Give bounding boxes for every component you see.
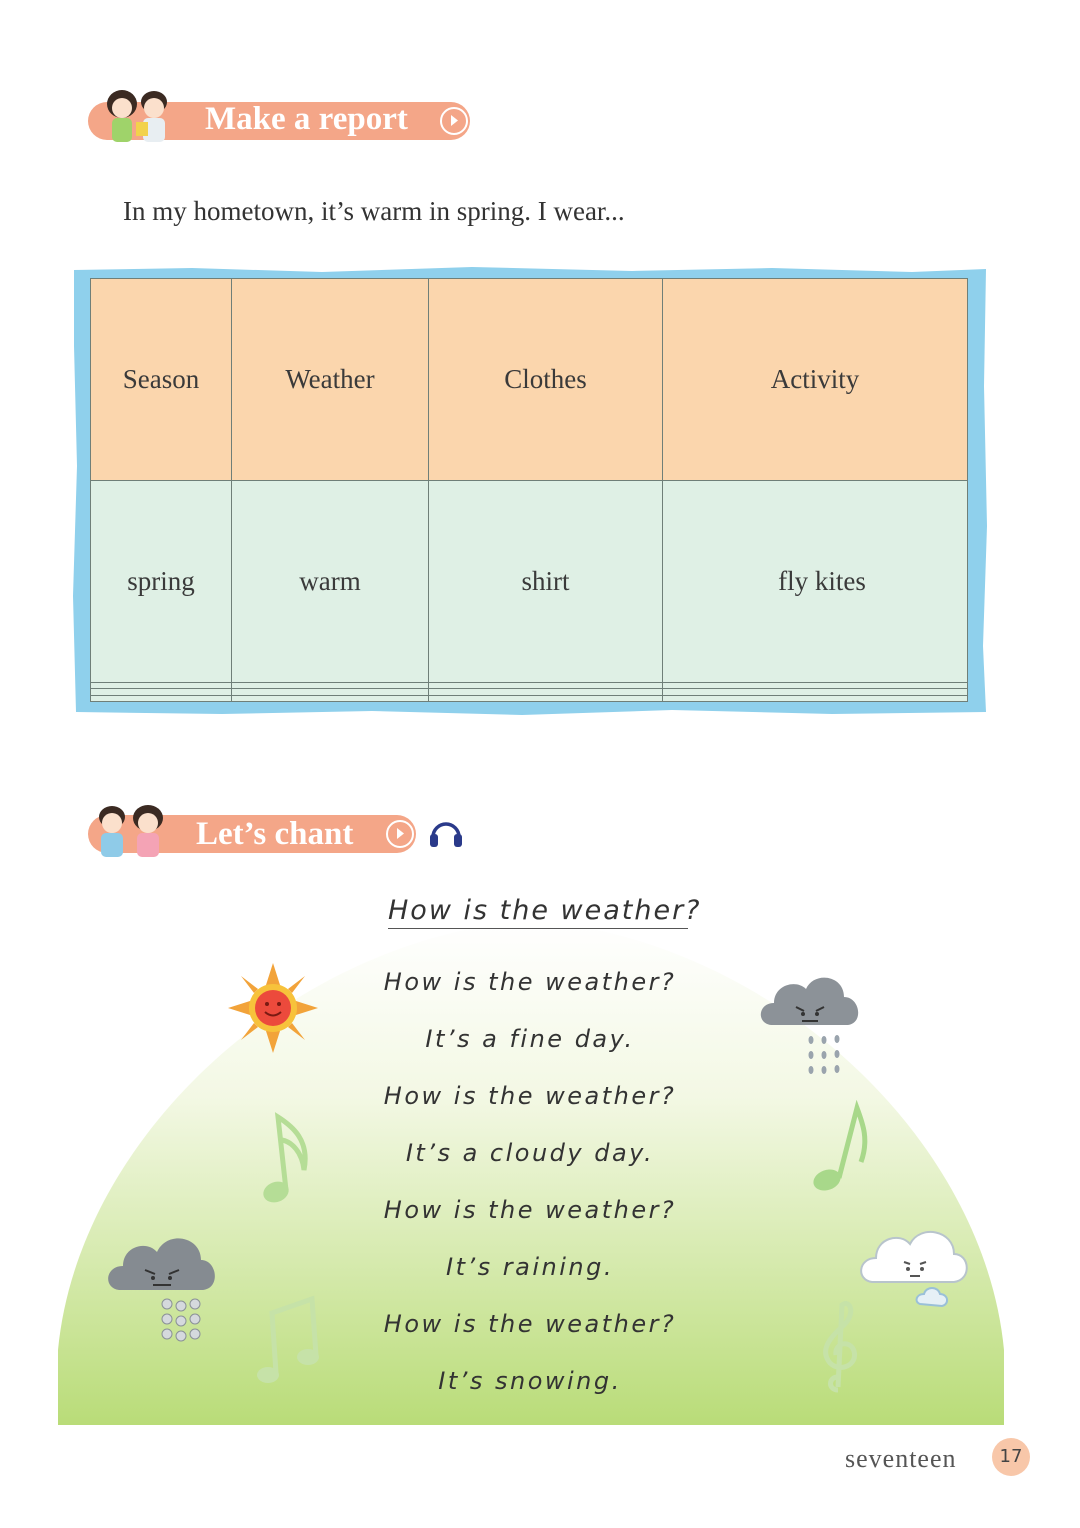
header-activity: Activity (663, 279, 968, 481)
chant-line: How is the weather? (383, 1196, 677, 1224)
chant-line: How is the weather? (383, 968, 677, 996)
treble-clef-icon (808, 1295, 868, 1395)
children-icon (86, 802, 176, 862)
section-title-chant: Let’s chant (196, 816, 354, 852)
table-cell[interactable] (91, 695, 232, 701)
music-note-icon (250, 1295, 330, 1390)
header-clothes: Clothes (429, 279, 663, 481)
children-icon (92, 88, 182, 148)
snow-cloud-icon (105, 1222, 220, 1347)
chant-title: How is the weather? (388, 895, 688, 929)
chant-line: It’s raining. (446, 1253, 614, 1281)
table-cell[interactable] (232, 695, 429, 701)
chant-line: It’s a cloudy day. (405, 1139, 655, 1167)
chant-line: It’s a fine day. (425, 1025, 635, 1053)
section-title-report: Make a report (205, 101, 408, 137)
table-row (91, 695, 968, 701)
table-cell: shirt (429, 481, 663, 683)
page-number-badge: 17 (992, 1438, 1030, 1476)
report-table (90, 278, 968, 702)
headphones-icon[interactable] (428, 815, 464, 851)
header-season: Season (91, 279, 232, 481)
chant-line: How is the weather? (383, 1082, 677, 1110)
table-cell: warm (232, 481, 429, 683)
music-note-icon (258, 1112, 318, 1207)
intro-sentence: In my hometown, it’s warm in spring. I wear... (123, 196, 625, 226)
arrow-right-icon[interactable] (440, 107, 468, 135)
table-cell: fly kites (663, 481, 968, 683)
table-cell[interactable] (663, 695, 968, 701)
sun-icon (228, 963, 318, 1053)
table-cell: spring (91, 481, 232, 683)
arrow-right-icon[interactable] (386, 820, 414, 848)
page-number-word: seventeen (845, 1444, 957, 1473)
rain-cloud-icon (756, 965, 866, 1080)
table-row (91, 481, 968, 683)
header-weather: Weather (232, 279, 429, 481)
white-cloud-icon (858, 1222, 968, 1317)
table-header-row (91, 279, 968, 481)
chant-line: It’s snowing. (438, 1367, 622, 1395)
chant-line: How is the weather? (383, 1310, 677, 1338)
table-cell[interactable] (429, 695, 663, 701)
music-note-icon (805, 1100, 875, 1195)
